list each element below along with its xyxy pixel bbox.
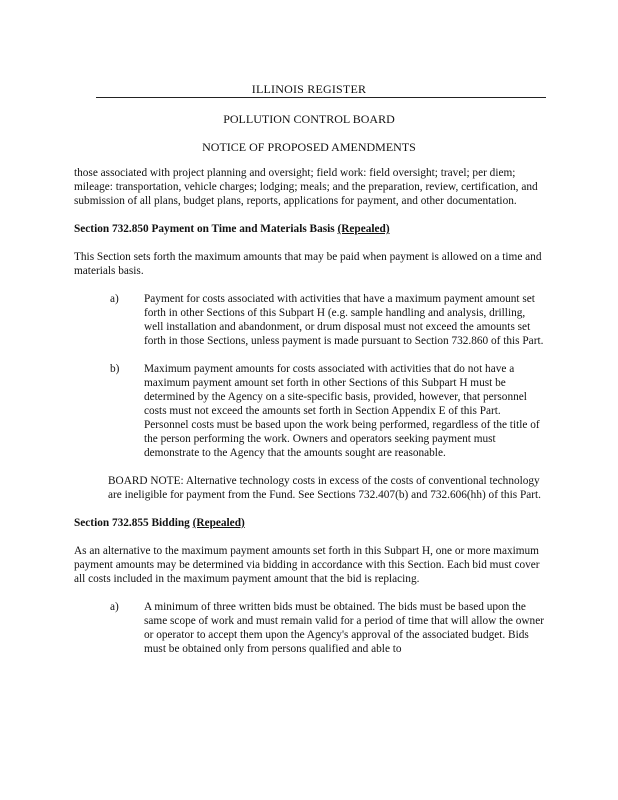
section-855-item-a bbox=[74, 600, 544, 656]
intro-paragraph: those associated with project planning and oversight; field work: field oversight; travel; per diem; mileage: transportation, vehicle charges; lodging; meals; and the preparation, review, certification, and submission of all plans, budget plans, reports, applications for payment, and other documentation. bbox=[74, 167, 538, 207]
item-text: Maximum payment amounts for costs associated with activities that do not have a maximum payment amount set forth in other Sections of this Subpart H must be determined by the Agency on a site-specific basis, provided, however, that personnel costs must not exceed the amounts set forth in Section Appendix E of this Part. Personnel costs must be based upon the work being performed, regardless of the title of the person performing the work. Owners and operators seeking payment must demonstrate to the Agency that the amounts sought are reasonable. bbox=[144, 363, 540, 459]
item-text: A minimum of three written bids must be obtained. The bids must be based upon the same scope of work and must remain valid for a period of time that will allow the owner or operator to accept them upon the Agency's approval of the associated budget. Bids must be obtained only from persons qualified and able to bbox=[144, 601, 544, 655]
item-text: Payment for costs associated with activities that have a maximum payment amount set forth in other Sections of this Subpart H (e.g. sample handling and analysis, drilling, well installation and abandonment, or drum disposal must not exceed the amounts set forth in those Sections, unless payment is made pursuant to Section 732.860 of this Part. bbox=[144, 293, 544, 347]
item-label: b) bbox=[110, 363, 120, 375]
item-label: a) bbox=[110, 601, 119, 613]
section-850-intro: This Section sets forth the maximum amounts that may be paid when payment is allowed on a time and materials basis. bbox=[74, 251, 542, 277]
section-855-heading bbox=[74, 516, 544, 530]
section-855-intro: As an alternative to the maximum payment amounts set forth in this Subpart H, one or more maximum payment amounts may be determined via bidding in accordance with this Section. Each bid must cover all costs included in the maximum payment amount that the bid is replacing. bbox=[74, 545, 540, 585]
document-body bbox=[74, 166, 544, 670]
section-850-item-b bbox=[74, 362, 544, 460]
section-855-title: Section 732.855 Bidding bbox=[74, 517, 190, 529]
section-850-item-a bbox=[74, 292, 544, 348]
section-850-title: Section 732.850 Payment on Time and Materials Basis bbox=[74, 223, 335, 235]
section-850-heading bbox=[74, 222, 544, 236]
header-rule bbox=[96, 97, 546, 98]
board-note: BOARD NOTE: Alternative technology costs in excess of the costs of conventional technology are ineligible for payment from the Fund. See Sections 732.407(b) and 732.606(hh) of this Part. bbox=[108, 475, 541, 501]
item-label: a) bbox=[110, 293, 119, 305]
section-850-repealed: (Repealed) bbox=[337, 223, 390, 235]
section-855-repealed: (Repealed) bbox=[192, 517, 245, 529]
notice-title: NOTICE OF PROPOSED AMENDMENTS bbox=[202, 140, 416, 154]
register-title: ILLINOIS REGISTER bbox=[251, 82, 367, 96]
board-title: POLLUTION CONTROL BOARD bbox=[223, 112, 395, 126]
